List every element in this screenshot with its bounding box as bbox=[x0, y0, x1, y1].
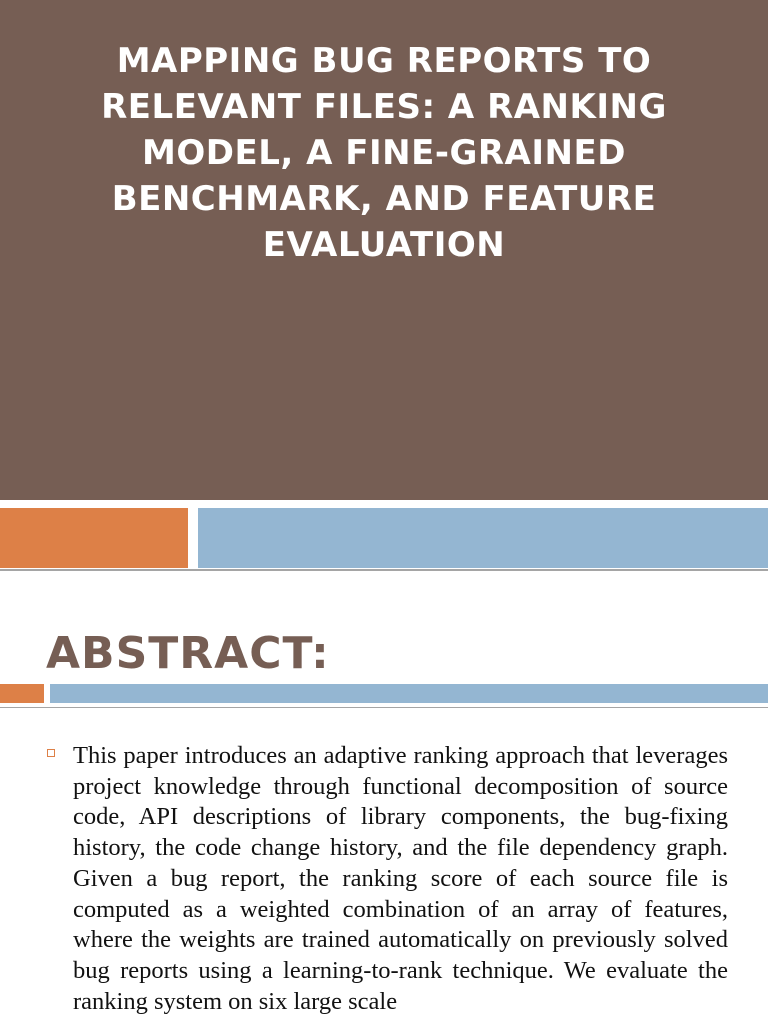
blue-accent-band-small bbox=[50, 684, 768, 703]
slide-title: MAPPING BUG REPORTS TO RELEVANT FILES: A RANKING MODEL, A FINE-GRAINED BENCHMARK, AND FEATURE EVALUATION bbox=[101, 41, 667, 265]
orange-accent-band-small bbox=[0, 684, 44, 703]
title-slide-panel bbox=[0, 0, 768, 500]
hollow-square-bullet-icon bbox=[47, 749, 55, 757]
heading-divider bbox=[0, 707, 768, 708]
blue-accent-band bbox=[198, 508, 768, 568]
abstract-body-text: This paper introduces an adaptive ranking approach that leverages project knowledge through functional decomposition of source code, API descriptions of library components, the bug-fixing history, the code change history, and the file dependency graph. Given a bug report, the ranking score of each source file is computed as a weighted combination of an array of features, where the weights are trained automatically on previously solved bug reports using a learning-to-rank technique. We evaluate the ranking system on six large scale bbox=[73, 742, 728, 1015]
slide-divider bbox=[0, 569, 768, 571]
abstract-heading: ABSTRACT: bbox=[46, 628, 330, 679]
orange-accent-band bbox=[0, 508, 188, 568]
